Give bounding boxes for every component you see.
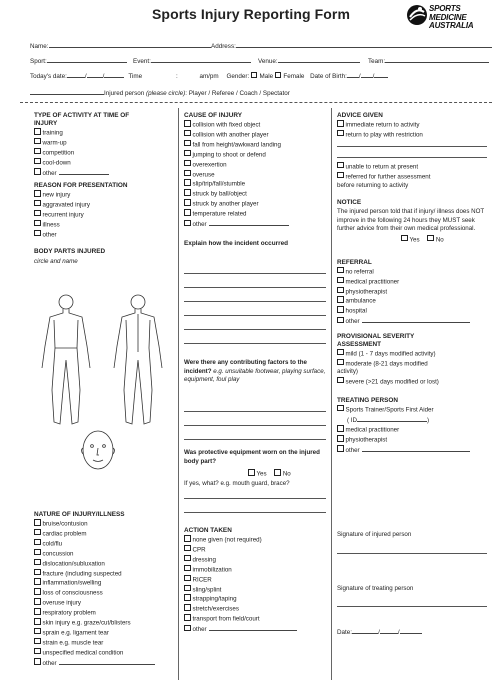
checkbox-option[interactable] [184, 170, 326, 180]
checkbox-option[interactable] [34, 200, 174, 210]
referral-list [337, 267, 497, 327]
checkbox-label: illness [42, 221, 60, 229]
checkbox-label: cardiac problem [42, 530, 87, 538]
sports-medicine-australia-logo [405, 3, 497, 31]
checkbox-label: immediate return to activity [345, 121, 420, 129]
if-yes-label: If yes, what? e.g. mouth guard, brace? [184, 480, 290, 487]
checkbox[interactable] [34, 529, 41, 536]
checkbox-label: ambulance [345, 297, 376, 305]
checkbox[interactable] [337, 377, 344, 384]
checkbox[interactable] [184, 179, 191, 186]
checkbox-label: concussion [42, 550, 74, 558]
checkbox[interactable] [337, 120, 344, 127]
checkbox[interactable] [184, 604, 191, 611]
checkbox-option[interactable] [184, 594, 326, 604]
checkbox[interactable] [34, 519, 41, 526]
explain-line-5[interactable] [184, 329, 326, 330]
cause-list [184, 120, 326, 229]
checkbox-option[interactable] [184, 545, 326, 555]
action-section [184, 527, 326, 635]
checkbox-label: overuse [192, 171, 215, 179]
checkbox-option[interactable] [34, 569, 174, 579]
checkbox-option[interactable] [337, 120, 497, 130]
checkbox[interactable] [337, 130, 344, 137]
body-back-icon [114, 295, 162, 424]
checkbox[interactable] [337, 317, 344, 324]
checkbox[interactable] [337, 405, 344, 412]
checkbox-label: recurrent injury [42, 211, 84, 219]
checkbox-label: respiratory problem [42, 609, 96, 617]
treating-id-row: ( ID ) [347, 416, 430, 424]
checkbox-label: physiotherapist [345, 288, 388, 296]
checkbox-option[interactable] [184, 219, 326, 229]
checkbox-option[interactable] [337, 316, 497, 326]
checkbox-label: cold/flu [42, 540, 63, 548]
today-day-field[interactable] [67, 71, 85, 78]
checkbox[interactable] [184, 130, 191, 137]
checkbox-option[interactable] [34, 628, 174, 638]
checkbox-option[interactable] [184, 614, 326, 624]
checkbox[interactable] [184, 555, 191, 562]
checkbox-option[interactable] [337, 162, 497, 172]
factors-line-3[interactable] [184, 439, 326, 440]
activity-list [34, 128, 174, 178]
female-checkbox[interactable] [275, 72, 282, 79]
checkbox-label: slip/trip/fall/stumble [192, 180, 246, 188]
severity-list [337, 349, 497, 387]
protective-heading: Was protective equipment worn on the injured body part? [184, 449, 320, 465]
team-field[interactable] [385, 56, 489, 63]
checkbox[interactable] [184, 575, 191, 582]
event-field[interactable] [151, 56, 251, 63]
checkbox-option[interactable] [34, 190, 174, 200]
address-field[interactable] [236, 41, 492, 48]
checkbox-label: none given (not required) [192, 536, 262, 544]
checkbox[interactable] [337, 445, 344, 452]
checkbox[interactable] [337, 287, 344, 294]
checkbox-option[interactable] [34, 529, 174, 539]
checkbox[interactable] [184, 625, 191, 632]
checkbox-label: immobilization [192, 566, 232, 574]
protective-line-1[interactable] [184, 498, 326, 499]
checkbox-option[interactable] [184, 565, 326, 575]
checkbox-option[interactable] [337, 435, 497, 445]
checkbox[interactable] [34, 628, 41, 635]
checkbox-option[interactable] [34, 138, 174, 148]
checkbox-label: other [42, 169, 57, 177]
checkbox-label: medical practitioner [345, 426, 400, 434]
checkbox-option[interactable] [184, 199, 326, 209]
checkbox-option[interactable] [337, 445, 497, 455]
body-parts-subtitle: circle and name [34, 257, 78, 265]
factors-line-2[interactable] [184, 425, 326, 426]
checkbox-label: warm-up [42, 139, 67, 147]
checkbox[interactable] [34, 559, 41, 566]
checkbox-option[interactable] [184, 535, 326, 545]
advice-list [337, 120, 497, 140]
checkbox-option[interactable] [184, 575, 326, 585]
checkbox[interactable] [184, 545, 191, 552]
checkbox-label: temperature related [192, 210, 247, 218]
checkbox-option[interactable] [184, 160, 326, 170]
checkbox-label: other [42, 659, 57, 667]
logo-text: SPORTS MEDICINE AUSTRALIA [429, 4, 474, 30]
checkbox-label: referred for further assessment [345, 173, 431, 181]
checkbox-label: return to play with restriction [345, 131, 423, 139]
checkbox-label: competition [42, 149, 75, 157]
today-year-field[interactable] [104, 71, 124, 78]
venue-field[interactable] [278, 56, 360, 63]
checkbox-label: fracture (including suspected [42, 570, 122, 578]
checkbox-option[interactable] [184, 585, 326, 595]
checkbox-label: moderate (8-21 days modified activity) [337, 360, 428, 376]
checkbox-option[interactable] [184, 150, 326, 160]
advice-line-2[interactable] [337, 157, 487, 158]
notice-yes-checkbox[interactable] [401, 235, 408, 242]
checkbox[interactable] [184, 140, 191, 147]
checkbox[interactable] [337, 306, 344, 313]
other-line[interactable] [209, 624, 297, 631]
notice-heading: NOTICE [337, 199, 362, 207]
checkbox[interactable] [34, 220, 41, 227]
nature-heading: NATURE OF INJURY/ILLNESS [34, 511, 125, 518]
treating-list [337, 405, 497, 456]
checkbox[interactable] [337, 277, 344, 284]
checkbox-option[interactable] [337, 172, 497, 182]
checkbox-option[interactable] [34, 158, 174, 168]
checkbox-label: bruise/contusion [42, 520, 88, 528]
protective-no-checkbox[interactable] [274, 469, 281, 476]
checkbox-label: fall from height/awkward landing [192, 141, 281, 149]
checkbox[interactable] [337, 172, 344, 179]
checkbox-label: stretch/exercises [192, 605, 239, 613]
checkbox-label: skin injury e.g. graze/cut/blisters [42, 619, 131, 627]
checkbox-label: transport from field/court [192, 615, 260, 623]
presentation-heading: REASON FOR PRESENTATION [34, 182, 128, 190]
checkbox-option[interactable] [184, 140, 326, 150]
checkbox[interactable] [34, 138, 41, 145]
checkbox[interactable] [337, 296, 344, 303]
checkbox[interactable] [337, 425, 344, 432]
protective-yes-no: Yes No [248, 469, 291, 479]
checkbox-label: new injury [42, 191, 71, 199]
checkbox-option[interactable] [34, 148, 174, 158]
injured-person-field[interactable] [30, 88, 104, 95]
explain-line-3[interactable] [184, 301, 326, 302]
checkbox-option[interactable] [337, 405, 497, 415]
checkbox-label: aggravated injury [42, 201, 90, 209]
checkbox[interactable] [184, 120, 191, 127]
name-row: Name: [30, 41, 211, 51]
checkbox[interactable] [34, 128, 41, 135]
body-parts-heading: BODY PARTS INJURED [34, 247, 106, 255]
advice-heading: ADVICE GIVEN [337, 112, 383, 119]
checkbox[interactable] [184, 209, 191, 216]
body-diagram[interactable] [34, 290, 170, 486]
checkbox[interactable] [184, 565, 191, 572]
checkbox[interactable] [34, 588, 41, 595]
checkbox-option[interactable] [34, 230, 174, 240]
checkbox-label: other [345, 318, 360, 326]
checkbox[interactable] [337, 435, 344, 442]
nature-section [34, 511, 174, 668]
other-line[interactable] [59, 658, 155, 665]
checkbox-label: inflammation/swelling [42, 579, 102, 587]
checkbox-label: hospital [345, 307, 367, 315]
checkbox-label: cool-down [42, 159, 71, 167]
checkbox-label: overuse injury [42, 599, 82, 607]
checkbox[interactable] [34, 210, 41, 217]
sig-injured-label: Signature of injured person [337, 531, 412, 538]
checkbox[interactable] [184, 614, 191, 621]
advice-list-2 [337, 162, 497, 182]
date-row: Date: / / [337, 627, 422, 637]
checkbox[interactable] [34, 168, 41, 175]
checkbox[interactable] [34, 539, 41, 546]
dob-month-field[interactable] [361, 71, 373, 78]
team-row: Team: [368, 56, 489, 66]
explain-line-6[interactable] [184, 343, 326, 344]
checkbox-option[interactable] [337, 296, 497, 306]
checkbox-option[interactable] [184, 624, 326, 634]
referral-heading: REFERRAL [337, 258, 372, 266]
checkbox[interactable] [184, 535, 191, 542]
checkbox-option[interactable] [184, 209, 326, 219]
other-line[interactable] [362, 445, 470, 452]
checkbox-label: unspecified medical condition [42, 649, 124, 657]
checkbox-label: sling/splint [192, 586, 222, 594]
column-3 [337, 112, 497, 455]
checkbox-option[interactable] [184, 604, 326, 614]
other-line[interactable] [59, 168, 109, 175]
checkbox[interactable] [337, 349, 344, 356]
activity-heading: TYPE OF ACTIVITY AT TIME OF INJURY [34, 112, 130, 127]
address-row: Address: [211, 41, 492, 51]
checkbox[interactable] [184, 160, 191, 167]
notice-yes-no: Yes No [401, 235, 497, 245]
protective-block [184, 449, 326, 466]
checkbox[interactable] [184, 199, 191, 206]
factors-block: Were there any contributing factors to the incident? e.g. unsuitable footwear, playing surface, equipment, foul play [184, 359, 326, 384]
checkbox-option[interactable] [337, 349, 497, 359]
checkbox-label: unable to return at present [345, 163, 419, 171]
sport-row: Sport: [30, 56, 127, 66]
sign-day-field[interactable] [352, 627, 378, 634]
checkbox[interactable] [34, 658, 41, 665]
other-line[interactable] [209, 219, 289, 226]
checkbox-option[interactable] [184, 130, 326, 140]
severity-heading: PROVISIONAL SEVERITY ASSESSMENT [337, 332, 415, 348]
logo-emblem-icon [405, 3, 429, 27]
sign-year-field[interactable] [400, 627, 422, 634]
checkbox-label: overexertion [192, 161, 227, 169]
sig-injured-line[interactable] [337, 553, 487, 554]
presentation-list [34, 190, 174, 240]
checkbox-label: medical practitioner [345, 278, 400, 286]
male-checkbox[interactable] [251, 72, 258, 79]
body-front-icon [42, 295, 90, 424]
column-1 [34, 112, 174, 266]
checkbox-option[interactable] [34, 598, 174, 608]
checkbox[interactable] [337, 162, 344, 169]
venue-row: Venue: [258, 56, 360, 66]
column-2 [184, 112, 326, 248]
checkbox-label: mild (1 - 7 days modified activity) [345, 350, 436, 358]
checkbox-option[interactable] [34, 648, 174, 658]
checkbox[interactable] [184, 150, 191, 157]
checkbox[interactable] [34, 549, 41, 556]
checkbox[interactable] [34, 618, 41, 625]
sig-treating-line[interactable] [337, 606, 487, 607]
action-list [184, 535, 326, 635]
checkbox-label: CPR [192, 546, 206, 554]
checkbox-option[interactable] [337, 359, 497, 377]
checkbox[interactable] [184, 594, 191, 601]
explain-line-2[interactable] [184, 287, 326, 288]
checkbox-label: jumping to shoot or defend [192, 151, 266, 159]
checkbox-option[interactable] [34, 588, 174, 598]
name-field[interactable] [49, 41, 211, 48]
checkbox-label: RICER [192, 576, 212, 584]
checkbox[interactable] [34, 230, 41, 237]
advice-tail: before returning to activity [337, 181, 409, 189]
protective-yes-checkbox[interactable] [248, 469, 255, 476]
explain-line-1[interactable] [184, 273, 326, 274]
checkbox-label: collision with another player [192, 131, 269, 139]
checkbox-option[interactable] [34, 559, 174, 569]
notice-no-checkbox[interactable] [427, 235, 434, 242]
checkbox-option[interactable] [337, 267, 497, 277]
checkbox[interactable] [34, 578, 41, 585]
checkbox-label: strain e.g. muscle tear [42, 639, 104, 647]
today-month-field[interactable] [87, 71, 103, 78]
checkbox-label: no referral [345, 268, 374, 276]
sport-field[interactable] [47, 56, 127, 63]
checkbox[interactable] [34, 200, 41, 207]
factors-line-1[interactable] [184, 411, 326, 412]
checkbox-label: other [192, 626, 207, 634]
checkbox-label: strapping/taping [192, 595, 237, 603]
checkbox[interactable] [34, 598, 41, 605]
column-divider-2 [331, 108, 332, 680]
checkbox-label: other [192, 221, 207, 229]
checkbox-option[interactable] [34, 638, 174, 648]
checkbox-label: dressing [192, 556, 216, 564]
sign-month-field[interactable] [380, 627, 398, 634]
injured-person-row: Injured person (please circle): Player / Referee / Coach / Spectator [30, 88, 290, 98]
checkbox[interactable] [184, 220, 191, 227]
action-heading: ACTION TAKEN [184, 527, 232, 534]
checkbox-label: struck by ball/object [192, 190, 247, 198]
checkbox-label: physiotherapist [345, 436, 388, 444]
column-divider-1 [178, 108, 179, 680]
treating-heading: TREATING PERSON [337, 396, 398, 404]
checkbox-option[interactable] [34, 549, 174, 559]
checkbox-option[interactable] [34, 539, 174, 549]
checkbox-option[interactable] [34, 168, 174, 178]
dob-year-field[interactable] [374, 71, 388, 78]
checkbox[interactable] [184, 585, 191, 592]
checkbox-label: collision with fixed object [192, 121, 261, 129]
checkbox-option[interactable] [34, 128, 174, 138]
checkbox[interactable] [34, 638, 41, 645]
checkbox-option[interactable] [34, 220, 174, 230]
checkbox-option[interactable] [337, 306, 497, 316]
checkbox[interactable] [184, 170, 191, 177]
checkbox-option[interactable] [184, 179, 326, 189]
checkbox-option[interactable] [337, 130, 497, 140]
checkbox-label: other [345, 446, 360, 454]
event-row: Event: [133, 56, 251, 66]
explain-line-4[interactable] [184, 315, 326, 316]
checkbox-label: other [42, 231, 57, 239]
checkbox[interactable] [34, 158, 41, 165]
nature-list [34, 519, 174, 668]
other-line[interactable] [362, 316, 470, 323]
checkbox-label: sprain e.g. ligament tear [42, 629, 109, 637]
sig-treating-label: Signature of treating person [337, 585, 414, 592]
treating-id-field[interactable] [357, 415, 427, 422]
checkbox[interactable] [34, 569, 41, 576]
checkbox[interactable] [337, 267, 344, 274]
form-title: Sports Injury Reporting Form [151, 6, 351, 22]
checkbox-label: struck by another player [192, 200, 259, 208]
checkbox-option[interactable] [337, 425, 497, 435]
checkbox-option[interactable] [34, 519, 174, 529]
checkbox[interactable] [337, 359, 344, 366]
protective-line-2[interactable] [184, 512, 326, 513]
header-divider [20, 102, 492, 103]
checkbox-option[interactable] [34, 578, 174, 588]
checkbox-option[interactable] [184, 120, 326, 130]
advice-line-1[interactable] [337, 146, 487, 147]
head-front-icon [82, 431, 115, 469]
checkbox-label: dislocation/subluxation [42, 560, 105, 568]
cause-heading: CAUSE OF INJURY [184, 112, 242, 119]
checkbox-label: loss of consciousness [42, 589, 103, 597]
date-time-row: Today's date: / / Time : am/pm Gender: Male Female Date of Birth: / / [30, 71, 388, 81]
checkbox-option[interactable] [34, 608, 174, 618]
dob-day-field[interactable] [347, 71, 359, 78]
checkbox-option[interactable] [34, 210, 174, 220]
checkbox-option[interactable] [337, 287, 497, 297]
explain-heading: Explain how the incident occurred [184, 240, 289, 248]
notice-text: The injured person told that if injury/ illness does NOT improve in the following 24 hours they MUST seek further advice from their own medical professional. [337, 208, 485, 233]
checkbox-option[interactable] [337, 277, 497, 287]
checkbox[interactable] [34, 190, 41, 197]
checkbox-option[interactable] [184, 555, 326, 565]
checkbox-label: Sports Trainer/Sports First Aider [345, 406, 434, 414]
checkbox-label: training [42, 129, 63, 137]
checkbox-option[interactable] [184, 189, 326, 199]
checkbox-option[interactable] [34, 658, 174, 668]
checkbox-option[interactable] [34, 618, 174, 628]
checkbox[interactable] [184, 189, 191, 196]
checkbox-option[interactable] [337, 377, 497, 387]
checkbox[interactable] [34, 148, 41, 155]
checkbox[interactable] [34, 608, 41, 615]
checkbox[interactable] [34, 648, 41, 655]
checkbox-label: severe (>21 days modified or lost) [345, 378, 439, 386]
